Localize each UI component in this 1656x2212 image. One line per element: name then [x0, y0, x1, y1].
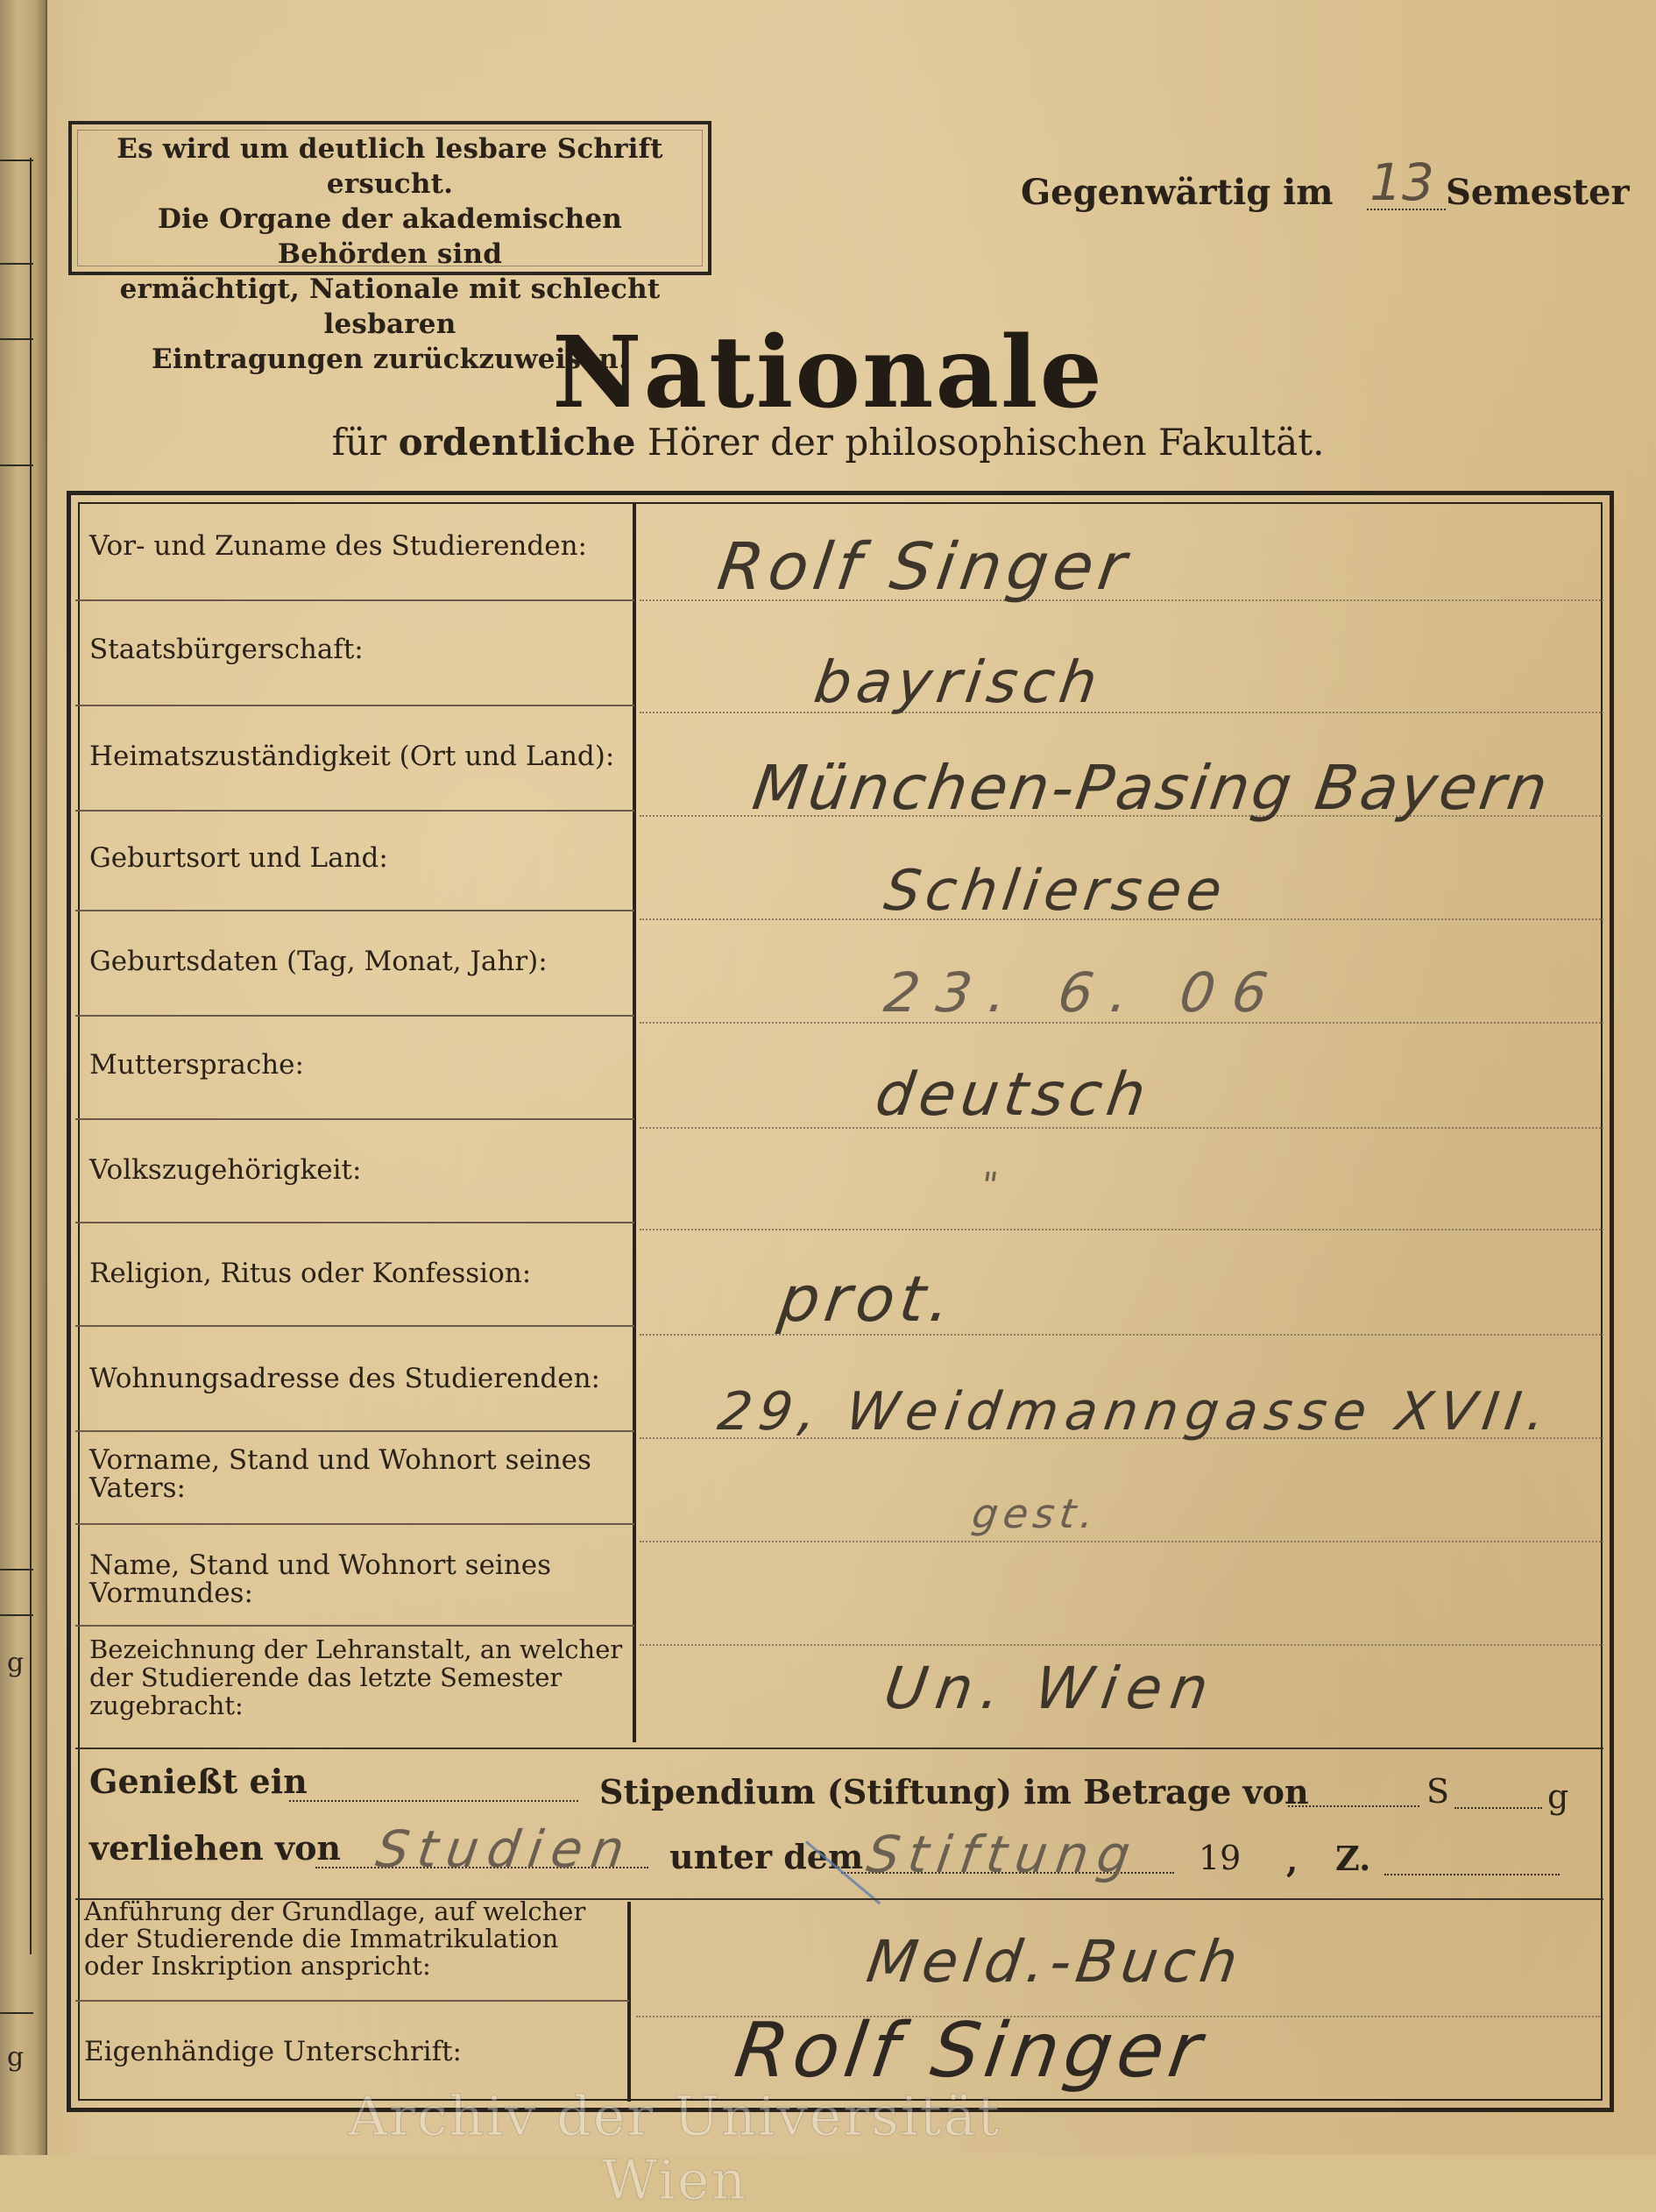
row-rule — [75, 1430, 634, 1432]
form-title: Nationale — [552, 315, 1104, 430]
binding-mark: g — [7, 2042, 25, 2073]
label-citizenship: Staatsbürgerschaft: — [89, 634, 364, 665]
label-religion: Religion, Ritus oder Konfession: — [89, 1258, 532, 1289]
value-name[interactable]: Rolf Singer — [712, 529, 1136, 605]
verliehen-value[interactable]: Studien — [372, 1819, 637, 1879]
binding-tick — [0, 464, 33, 466]
label-birthplace: Geburtsort und Land: — [89, 842, 388, 874]
row-rule — [75, 1325, 634, 1327]
binding-mark: g — [7, 1648, 25, 1678]
stipend-cents-line — [1454, 1807, 1542, 1809]
semester-dotted-line — [1367, 209, 1446, 210]
value-birthdate[interactable]: 23. 6. 06 — [880, 961, 1290, 1024]
label-basis: Anführung der Grundlage, auf welcher der Studierende die Immatrikulation oder Inskription anspricht: — [84, 1897, 586, 1981]
label-ethnicity: Volkszugehörigkeit: — [89, 1154, 362, 1186]
column-divider-lower — [627, 1902, 631, 2102]
label-mother-tongue: Muttersprache: — [89, 1049, 304, 1081]
value-mother-tongue[interactable]: deutsch — [871, 1060, 1156, 1130]
section-rule — [75, 1748, 1603, 1749]
label-name: Vor- und Zuname des Studierenden: — [89, 530, 587, 562]
subtitle-bold: ordentliche — [398, 421, 636, 464]
row-rule — [75, 1625, 634, 1627]
subtitle-post: Hörer der philosophischen Fakultät. — [647, 421, 1325, 464]
binding-tick — [0, 2012, 33, 2014]
binding-tick — [0, 263, 33, 265]
verliehen-label: verliehen von — [89, 1828, 342, 1868]
binding-tick — [0, 160, 33, 161]
legibility-notice — [68, 121, 711, 375]
column-divider — [633, 503, 636, 1742]
subtitle-pre: für — [331, 421, 387, 464]
row-rule — [75, 810, 634, 812]
archive-watermark: Archiv der Universität Wien — [348, 2084, 1001, 2212]
label-birthdate: Geburtsdaten (Tag, Monat, Jahr): — [89, 946, 548, 977]
semester-value[interactable]: 13 — [1369, 152, 1434, 212]
value-rule — [640, 1541, 1603, 1542]
value-signature[interactable]: Rolf Singer — [729, 2007, 1212, 2095]
unter-dem-value[interactable]: Stiftung — [863, 1825, 1143, 1884]
semester-prefix: Gegenwärtig im — [1021, 172, 1334, 213]
binding-tick — [0, 1569, 33, 1570]
notice-line: Es wird um deutlich lesbare Schrift ersucht. — [117, 133, 663, 200]
value-rule — [640, 1229, 1603, 1230]
label-signature: Eigenhändige Unterschrift: — [84, 2036, 462, 2067]
comma: , — [1286, 1840, 1299, 1880]
row-rule — [75, 1015, 634, 1017]
value-rule — [640, 712, 1603, 713]
row-rule — [75, 1523, 634, 1525]
value-rule — [640, 1644, 1603, 1646]
notice-line: ermächtigt, Nationale mit schlecht lesbaren — [119, 273, 661, 340]
binding-tick — [0, 1614, 33, 1616]
label-guardian: Name, Stand und Wohnort seines Vormundes: — [89, 1549, 552, 1609]
z-label: Z. — [1335, 1839, 1371, 1878]
stipend-amount-line — [1288, 1805, 1419, 1807]
unter-dem-label: unter dem — [669, 1837, 864, 1876]
row-rule — [75, 599, 634, 601]
stipend-dotted-line — [289, 1800, 578, 1802]
semester-line — [1021, 152, 1634, 217]
value-domicile[interactable]: München-Pasing Bayern — [748, 752, 1555, 824]
year-prefix: 19 — [1199, 1839, 1242, 1877]
label-address: Wohnungsadresse des Studierenden: — [89, 1363, 600, 1394]
stipend-currency: S — [1426, 1772, 1450, 1811]
value-father[interactable]: gest. — [969, 1490, 1102, 1537]
row-rule — [75, 1118, 634, 1120]
notice-line: Eintragungen zurückzuweisen. — [152, 344, 628, 375]
stipend-geniesst-label: Genießt ein — [89, 1762, 308, 1801]
value-birthplace[interactable]: Schliersee — [880, 859, 1231, 924]
label-previous-institution: Bezeichnung der Lehranstalt, an welcher der Studierende das letzte Semester zugebracht: — [89, 1634, 623, 1720]
notice-line: Die Organe der akademischen Behörden sind — [157, 203, 622, 270]
stipend-g: g — [1547, 1777, 1569, 1816]
row-rule — [75, 2000, 629, 2002]
form-subtitle — [0, 421, 1656, 464]
value-address[interactable]: 29, Weidmanngasse XVII. — [714, 1381, 1556, 1443]
stipend-label: Stipendium (Stiftung) im Betrage von — [599, 1772, 1309, 1811]
label-domicile: Heimatszuständigkeit (Ort und Land): — [89, 741, 615, 772]
value-ethnicity[interactable]: " — [978, 1166, 1006, 1206]
value-basis[interactable]: Meld.-Buch — [862, 1928, 1248, 1996]
label-father: Vorname, Stand und Wohnort seines Vaters: — [89, 1444, 591, 1504]
value-religion[interactable]: prot. — [775, 1262, 961, 1336]
row-rule — [75, 1222, 634, 1223]
semester-suffix: Semester — [1446, 172, 1630, 213]
row-rule — [75, 910, 634, 911]
row-rule — [75, 705, 634, 706]
value-previous-institution[interactable]: Un. Wien — [880, 1655, 1221, 1722]
z-dotted-line — [1384, 1874, 1560, 1875]
value-citizenship[interactable]: bayrisch — [810, 649, 1107, 716]
